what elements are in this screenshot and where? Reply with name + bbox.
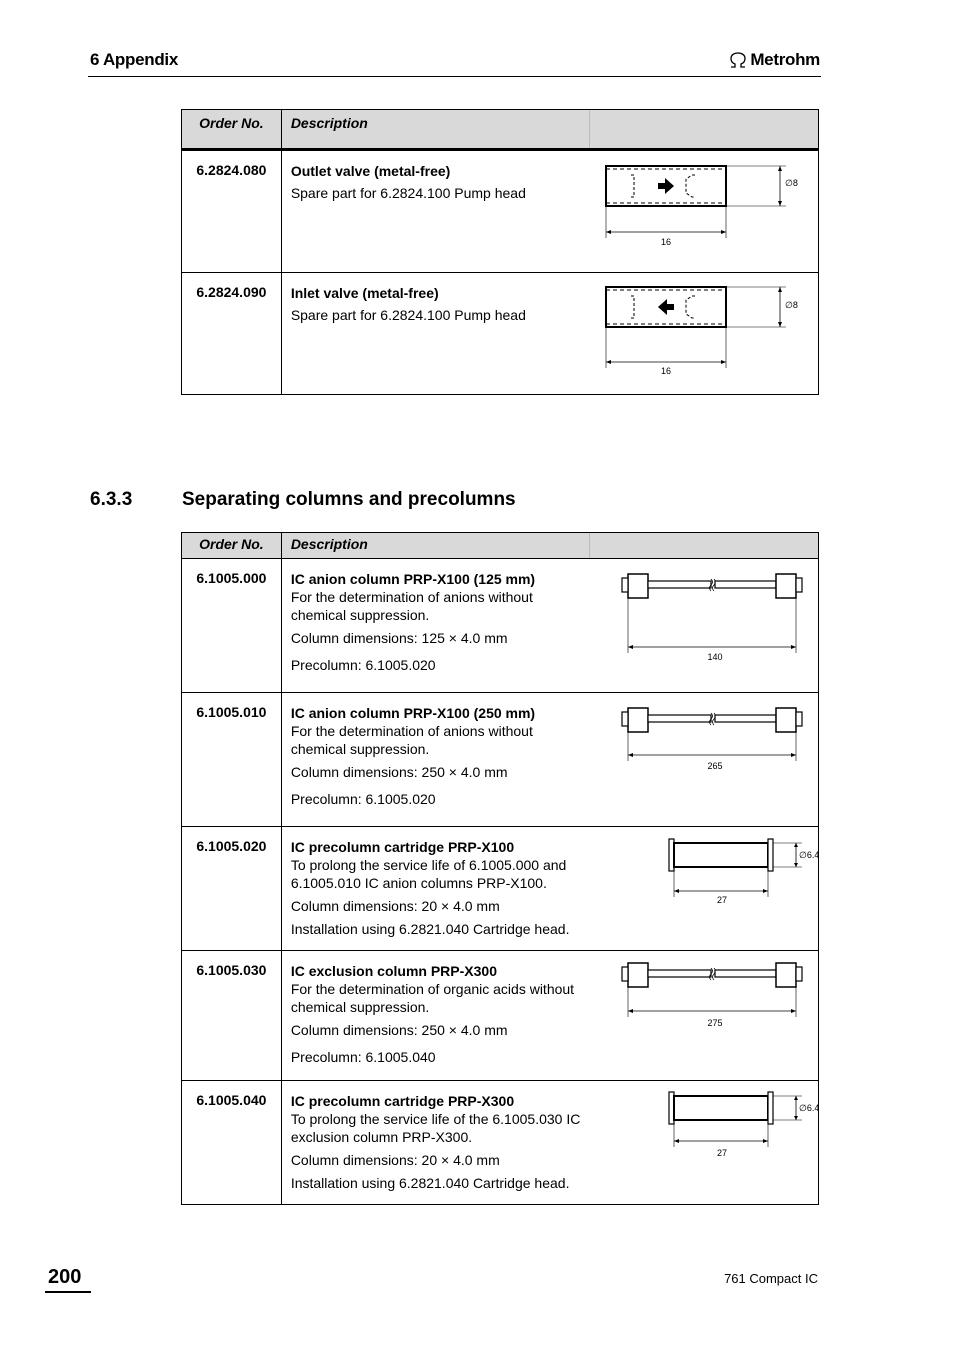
header-divider xyxy=(88,76,821,77)
diameter-label: ∅8 xyxy=(784,300,798,310)
item-title: Outlet valve (metal-free) xyxy=(290,163,451,179)
description-cell xyxy=(281,150,590,273)
length-label: 16 xyxy=(660,237,671,247)
table-header-row xyxy=(182,533,819,559)
header-order-no: Order No. xyxy=(182,110,282,150)
item-title: IC precolumn cartridge PRP-X100 xyxy=(290,839,515,855)
item-text: For the determination of anions without chemical suppression. xyxy=(290,723,533,757)
item-dimensions: Column dimensions: 250 × 4.0 mm xyxy=(290,1022,508,1038)
cartridge-drawing xyxy=(590,827,818,947)
order-number: 6.2824.090 xyxy=(182,273,282,395)
description-cell xyxy=(281,693,590,827)
table-row xyxy=(182,1081,819,1205)
table-row xyxy=(182,951,819,1081)
item-title: IC anion column PRP-X100 (125 mm) xyxy=(290,571,536,587)
item-extra: Installation using 6.2821.040 Cartridge head. xyxy=(290,1175,570,1191)
running-header-section: 6 Appendix xyxy=(90,50,178,69)
item-text: To prolong the service life of the 6.1005.030 IC exclusion column PRP-X300. xyxy=(290,1111,581,1145)
order-number: 6.1005.040 xyxy=(182,1081,282,1205)
column-drawing xyxy=(590,559,818,689)
diameter-label: ∅6.4 xyxy=(798,1103,818,1113)
item-text: For the determination of organic acids without chemical suppression. xyxy=(290,981,575,1015)
description-cell xyxy=(281,273,590,395)
length-label: 265 xyxy=(707,761,723,771)
table-row xyxy=(182,559,819,693)
item-dimensions: Column dimensions: 20 × 4.0 mm xyxy=(290,898,500,914)
valves-table xyxy=(181,109,819,395)
item-title: Inlet valve (metal-free) xyxy=(290,285,439,301)
description-cell xyxy=(281,951,590,1081)
table-row xyxy=(182,693,819,827)
length-label: 275 xyxy=(707,1018,723,1028)
description-cell xyxy=(281,559,590,693)
table-row xyxy=(182,150,819,273)
columns-table xyxy=(181,532,819,1205)
page-number: 200 xyxy=(48,1266,82,1288)
header-description: Description xyxy=(281,533,590,559)
drawing-cell xyxy=(590,951,819,1081)
length-label: 27 xyxy=(716,895,727,905)
length-label: 16 xyxy=(660,366,671,376)
cartridge-drawing xyxy=(590,1081,818,1201)
item-dimensions: Column dimensions: 250 × 4.0 mm xyxy=(290,764,508,780)
item-extra: Precolumn: 6.1005.020 xyxy=(290,791,436,807)
length-label: 27 xyxy=(716,1148,727,1158)
inlet-valve-drawing xyxy=(590,273,818,391)
order-number: 6.1005.030 xyxy=(182,951,282,1081)
drawing-cell xyxy=(590,827,819,951)
table-row xyxy=(182,273,819,395)
drawing-cell xyxy=(590,273,819,395)
table-row xyxy=(182,827,819,951)
item-title: IC anion column PRP-X100 (250 mm) xyxy=(290,705,536,721)
section-title: Separating columns and precolumns xyxy=(182,489,516,510)
brand-logo xyxy=(729,50,820,70)
description-cell xyxy=(281,827,590,951)
drawing-cell xyxy=(590,693,819,827)
diameter-label: ∅8 xyxy=(784,178,798,188)
order-number: 6.2824.080 xyxy=(182,150,282,273)
item-text: Spare part for 6.2824.100 Pump head xyxy=(290,185,526,201)
order-number: 6.1005.010 xyxy=(182,693,282,827)
item-dimensions: Column dimensions: 20 × 4.0 mm xyxy=(290,1152,500,1168)
length-label: 140 xyxy=(707,652,723,662)
table-header-row xyxy=(182,110,819,150)
item-text: To prolong the service life of 6.1005.000 and 6.1005.010 IC anion columns PRP-X100. xyxy=(290,857,567,891)
header-blank xyxy=(590,533,819,559)
omega-icon xyxy=(729,52,747,68)
item-title: IC exclusion column PRP-X300 xyxy=(290,963,497,979)
page-number-underline xyxy=(45,1291,91,1293)
description-cell xyxy=(281,1081,590,1205)
header-description: Description xyxy=(281,110,590,150)
drawing-cell xyxy=(590,150,819,273)
brand-name: Metrohm xyxy=(750,50,820,69)
header-order-no: Order No. xyxy=(182,533,282,559)
item-extra: Precolumn: 6.1005.040 xyxy=(290,1049,436,1065)
section-number: 6.3.3 xyxy=(90,489,133,510)
item-text: For the determination of anions without chemical suppression. xyxy=(290,589,533,623)
order-number: 6.1005.020 xyxy=(182,827,282,951)
section-heading xyxy=(90,489,516,511)
column-drawing xyxy=(590,693,818,823)
drawing-cell xyxy=(590,1081,819,1205)
outlet-valve-drawing xyxy=(590,151,818,269)
header-blank xyxy=(590,110,819,150)
item-extra: Precolumn: 6.1005.020 xyxy=(290,657,436,673)
item-title: IC precolumn cartridge PRP-X300 xyxy=(290,1093,515,1109)
diameter-label: ∅6.4 xyxy=(798,850,818,860)
order-number: 6.1005.000 xyxy=(182,559,282,693)
item-text: Spare part for 6.2824.100 Pump head xyxy=(290,307,526,323)
item-dimensions: Column dimensions: 125 × 4.0 mm xyxy=(290,630,508,646)
product-name: 761 Compact IC xyxy=(724,1271,818,1286)
column-drawing xyxy=(590,951,818,1077)
drawing-cell xyxy=(590,559,819,693)
item-extra: Installation using 6.2821.040 Cartridge head. xyxy=(290,921,570,937)
